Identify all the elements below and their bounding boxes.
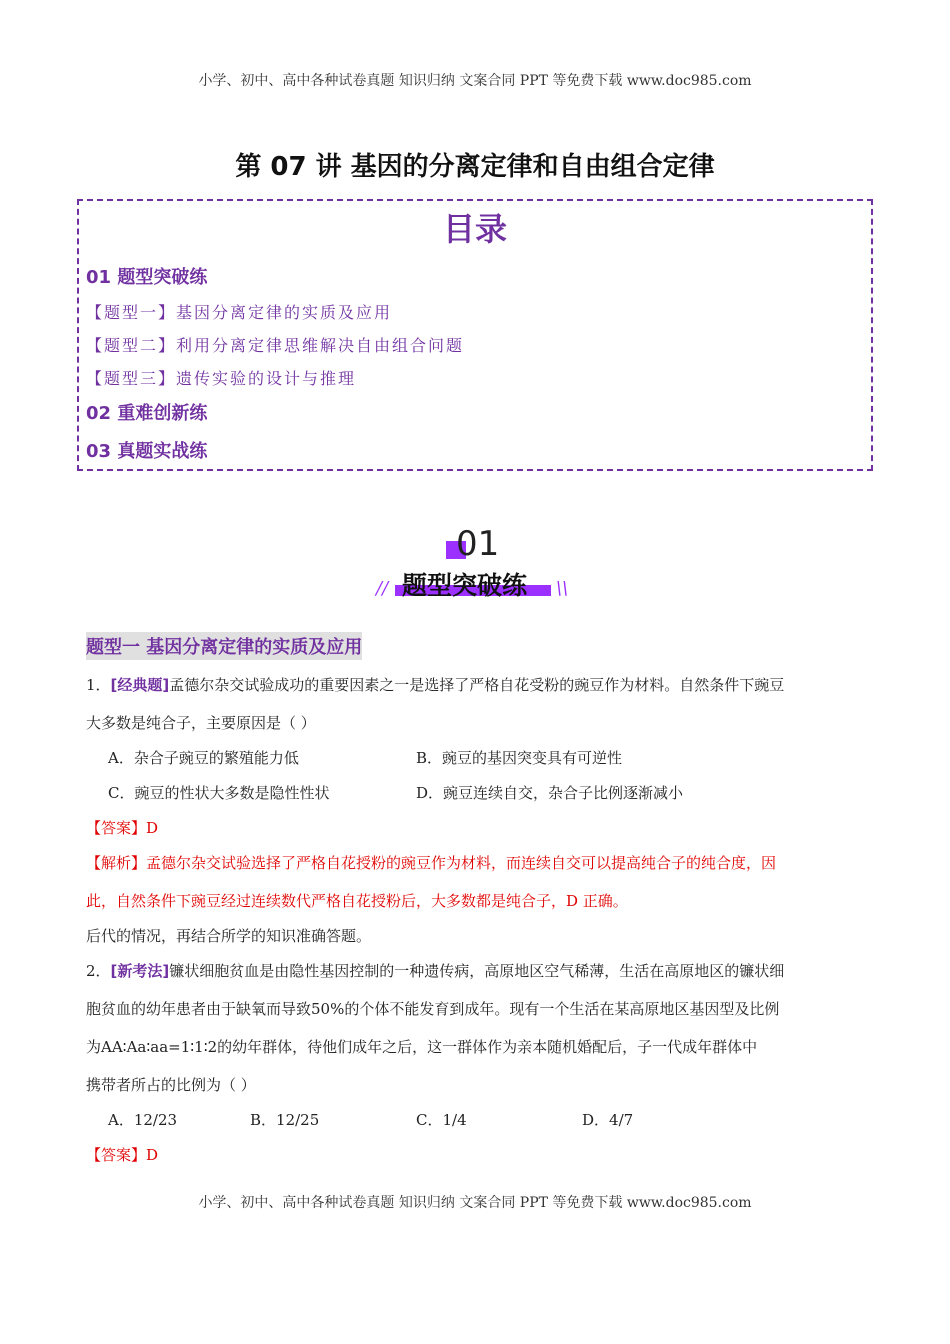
option: A．12/23 — [108, 1111, 178, 1129]
toc-item[interactable]: 01 题型突破练 — [86, 267, 208, 288]
page-header: 小学、初中、高中各种试卷真题 知识归纳 文案合同 PPT 等免费下载 www.doc985.com — [198, 73, 752, 89]
option: C．豌豆的性状大多数是隐性性状 — [108, 784, 330, 802]
option: B．豌豆的基因突变具有可逆性 — [416, 749, 623, 767]
badge-label: 题型突破练 — [402, 571, 528, 600]
question-2-line — [86, 960, 784, 981]
analysis: 此，自然条件下豌豆经过连续数代严格自花授粉后，大多数都是纯合子，D 正确。 — [86, 892, 628, 910]
question-text: 为AA∶Aa∶aa=1∶1∶2的幼年群体，待他们成年之后，这一群体作为亲本随机婚配后，子一代成年群体中 — [86, 1038, 758, 1056]
toc-item[interactable]: 03 真题实战练 — [86, 441, 208, 462]
badge-number: 01 — [456, 524, 500, 564]
page-title: 第 07 讲 基因的分离定律和自由组合定律 — [235, 152, 715, 182]
toc-item[interactable]: 【题型一】基因分离定律的实质及应用 — [86, 303, 393, 322]
option: B．12/25 — [250, 1111, 320, 1129]
question-1-line — [86, 674, 784, 695]
question-number: 2． — [86, 962, 111, 980]
note: 后代的情况，再结合所学的知识准确答题。 — [86, 927, 372, 945]
question-tag: [经典题] — [110, 676, 170, 694]
question-tag: [新考法] — [110, 962, 170, 980]
option: D．4/7 — [582, 1111, 634, 1129]
option: A．杂合子豌豆的繁殖能力低 — [108, 749, 299, 767]
answer: 【答案】D — [86, 819, 159, 837]
question-text: 大多数是纯合子，主要原因是（ ） — [86, 714, 316, 732]
toc-item[interactable]: 02 重难创新练 — [86, 403, 208, 424]
question-text: 胞贫血的幼年患者由于缺氧而导致50%的个体不能发育到成年。现有一个生活在某高原地区基因型及比例 — [86, 1000, 780, 1018]
option: D．豌豆连续自交，杂合子比例逐渐减小 — [416, 784, 684, 802]
section-heading: 题型一 基因分离定律的实质及应用 — [86, 632, 362, 660]
question-number: 1． — [86, 676, 111, 694]
question-text: 镰状细胞贫血是由隐性基因控制的一种遗传病，高原地区空气稀薄，生活在高原地区的镰状细 — [169, 962, 785, 980]
slash-decoration: \\ — [556, 578, 569, 599]
question-text: 孟德尔杂交试验成功的重要因素之一是选择了严格自花受粉的豌豆作为材料。自然条件下豌豆 — [169, 676, 785, 694]
page-footer: 小学、初中、高中各种试卷真题 知识归纳 文案合同 PPT 等免费下载 www.doc985.com — [198, 1195, 752, 1211]
analysis: 【解析】孟德尔杂交试验选择了严格自花授粉的豌豆作为材料，而连续自交可以提高纯合子的纯合度，因 — [86, 854, 777, 872]
toc-item[interactable]: 【题型三】遗传实验的设计与推理 — [86, 369, 357, 388]
toc-title: 目录 — [442, 210, 507, 248]
question-text: 携带者所占的比例为（ ） — [86, 1076, 256, 1094]
toc-item[interactable]: 【题型二】利用分离定律思维解决自由组合问题 — [86, 336, 465, 355]
option: C．1/4 — [416, 1111, 467, 1129]
slash-decoration: // — [376, 578, 389, 599]
answer: 【答案】D — [86, 1146, 159, 1164]
